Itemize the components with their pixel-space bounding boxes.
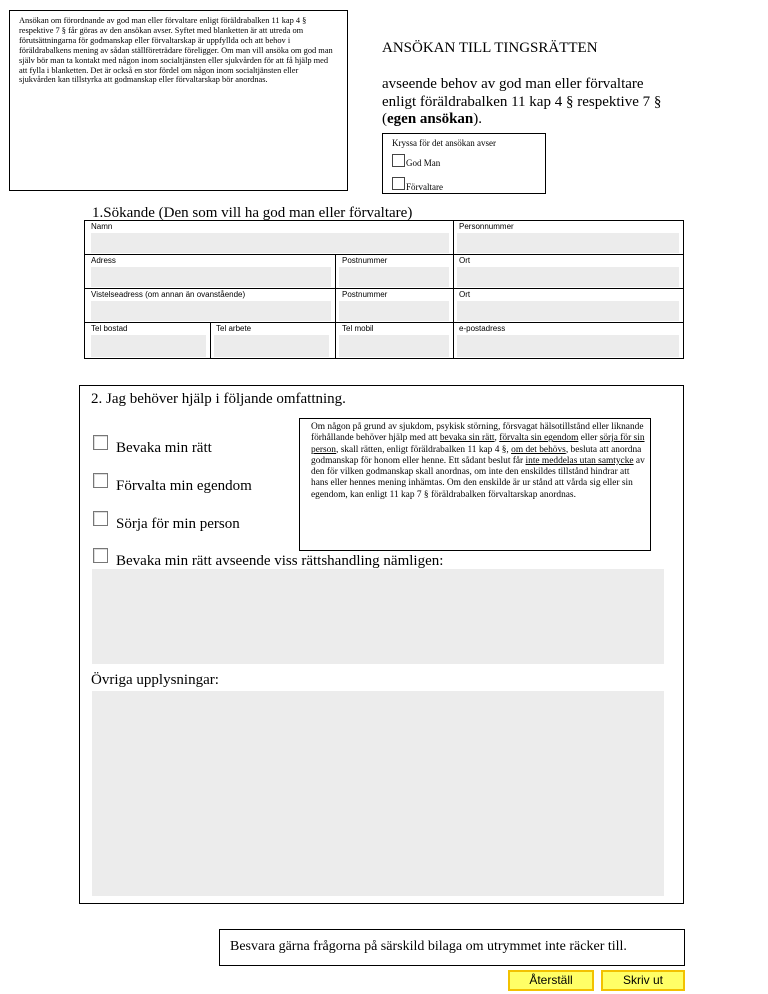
sorja-checkbox[interactable] (93, 511, 108, 526)
section1-title: 1.Sökande (Den som vill ha god man eller förvaltare) (92, 205, 413, 221)
subtitle-line3 (382, 111, 762, 129)
postnummer-input[interactable] (339, 267, 449, 287)
info-underline: bevaka sin rätt (439, 433, 495, 444)
rattshandling-input[interactable] (92, 569, 664, 664)
namn-input[interactable] (91, 233, 449, 253)
paren-open: ( (382, 111, 387, 127)
info-text (311, 422, 647, 501)
personnummer-label: Personnummer (459, 222, 514, 231)
epost-input[interactable] (457, 335, 679, 357)
personnummer-input[interactable] (457, 233, 679, 253)
tel-bostad-input[interactable] (91, 335, 206, 357)
footer-note-box (219, 929, 685, 966)
sorja-label: Sörja för min person (116, 516, 240, 532)
row-divider (85, 322, 683, 323)
info-underline: om det behövs (511, 444, 566, 455)
intro-box (9, 10, 348, 191)
tel-bostad-label: Tel bostad (91, 324, 128, 333)
info-text-part: Om någon på grund av sjukdom, psykisk störning, försvagat hälsotillstånd eller liknande förhållande behöver hjälp med att (311, 422, 644, 444)
forvalta-label: Förvalta min egendom (116, 478, 252, 494)
reset-button[interactable]: Återställ (508, 970, 594, 991)
page-title: ANSÖKAN TILL TINGSRÄTTEN (382, 40, 598, 56)
god-man-checkbox[interactable] (392, 154, 405, 167)
info-underline: sörja för sin person (311, 433, 645, 455)
subtitle-line1: avseende behov av god man eller förvaltare (382, 76, 644, 92)
bevaka-viss-label: Bevaka min rätt avseende viss rättshandling nämligen: (116, 553, 444, 569)
info-text-part: , besluta att anordna godmanskap för honom eller henne. Ett sådant beslut får (311, 444, 642, 466)
forvaltare-checkbox[interactable] (392, 177, 405, 190)
postnummer-label: Postnummer (342, 256, 388, 265)
info-underline: inte meddelas utan samtycke (525, 455, 634, 466)
forvalta-checkbox[interactable] (93, 473, 108, 488)
ort-label: Ort (459, 256, 471, 265)
bevaka-checkbox[interactable] (93, 435, 108, 450)
namn-label: Namn (91, 222, 113, 231)
bevaka-label: Bevaka min rätt (116, 440, 212, 456)
col-divider (335, 254, 336, 358)
tel-mobil-input[interactable] (339, 335, 449, 357)
info-text-part: eller (578, 433, 600, 444)
info-text-part: av den för vilken godmanskap skall anordnas, om inte den enskildes tillstånd hindrar att hans eller hennes mening inhämtas. Om den enskilde är ur stånd att vårda sig eller sin egendom, kan enligt 11 kap 7 § föräldrabalken förvaltarskap anordnas. (311, 455, 645, 500)
vistelse-label: Vistelseadress (om annan än ovanstående) (91, 290, 246, 299)
tel-mobil-label: Tel mobil (342, 324, 374, 333)
request-type-label: Kryssa för det ansökan avser (392, 138, 496, 148)
intro-text: Ansökan om förordnande av god man eller förvaltare enligt föräldrabalken 11 kap 4 § respektive 7 § får göras av den ansökan avser. Syftet med blanketten är att utreda om förutsättningarna för godmanskap eller förvaltarskap är uppfyllda och att behov i föräldrabalkens mening av sådan ställföreträdare föreligger. Om man vill ansöka om god man själv bör man ta kontakt med någon inom socialtjänsten eller sjukvården för att få hjälp med att fylla i blanketten. Det är också en stor fördel om någon inom socialtjänsten eller sjukvården kan tillstyrka att godmanskap eller förvaltarskap bör anordnas. (19, 16, 333, 85)
paren-close: ). (473, 111, 483, 127)
col-divider (210, 322, 211, 358)
row-divider (85, 288, 683, 289)
ort2-input[interactable] (457, 301, 679, 321)
forvaltare-label: Förvaltare (406, 182, 443, 192)
info-underline: förvalta sin egendom (499, 433, 579, 444)
bevaka-viss-checkbox[interactable] (93, 548, 108, 563)
adress-input[interactable] (91, 267, 331, 287)
col-divider (453, 254, 454, 358)
epost-label: e-postadress (459, 324, 506, 333)
info-text-part: , skall rätten, enligt föräldrabalken 11 kap 4 §, (336, 444, 512, 455)
ort-input[interactable] (457, 267, 679, 287)
page-subtitle (382, 76, 762, 129)
god-man-label: God Man (406, 158, 441, 168)
postnummer2-label: Postnummer (342, 290, 388, 299)
subtitle-bold: egen ansökan (387, 111, 474, 127)
section2-box (79, 385, 684, 904)
vistelse-input[interactable] (91, 301, 331, 321)
postnummer2-input[interactable] (339, 301, 449, 321)
tel-arbete-label: Tel arbete (216, 324, 252, 333)
info-text-part: , (494, 433, 500, 444)
subtitle-line2: enligt föräldrabalken 11 kap 4 § respektive 7 § (382, 93, 662, 110)
ort2-label: Ort (459, 290, 471, 299)
row-divider (85, 254, 683, 255)
adress-label: Adress (91, 256, 116, 265)
print-button[interactable]: Skriv ut (601, 970, 685, 991)
tel-arbete-input[interactable] (214, 335, 329, 357)
info-box (299, 418, 651, 551)
other-info-input[interactable] (92, 691, 664, 896)
other-label: Övriga upplysningar: (91, 672, 219, 688)
footer-note: Besvara gärna frågorna på särskild bilaga om utrymmet inte räcker till. (230, 939, 627, 954)
col-divider (453, 221, 454, 254)
request-type-box (382, 133, 546, 194)
applicant-table (84, 220, 684, 359)
section2-title: 2. Jag behöver hjälp i följande omfattning. (91, 391, 346, 407)
